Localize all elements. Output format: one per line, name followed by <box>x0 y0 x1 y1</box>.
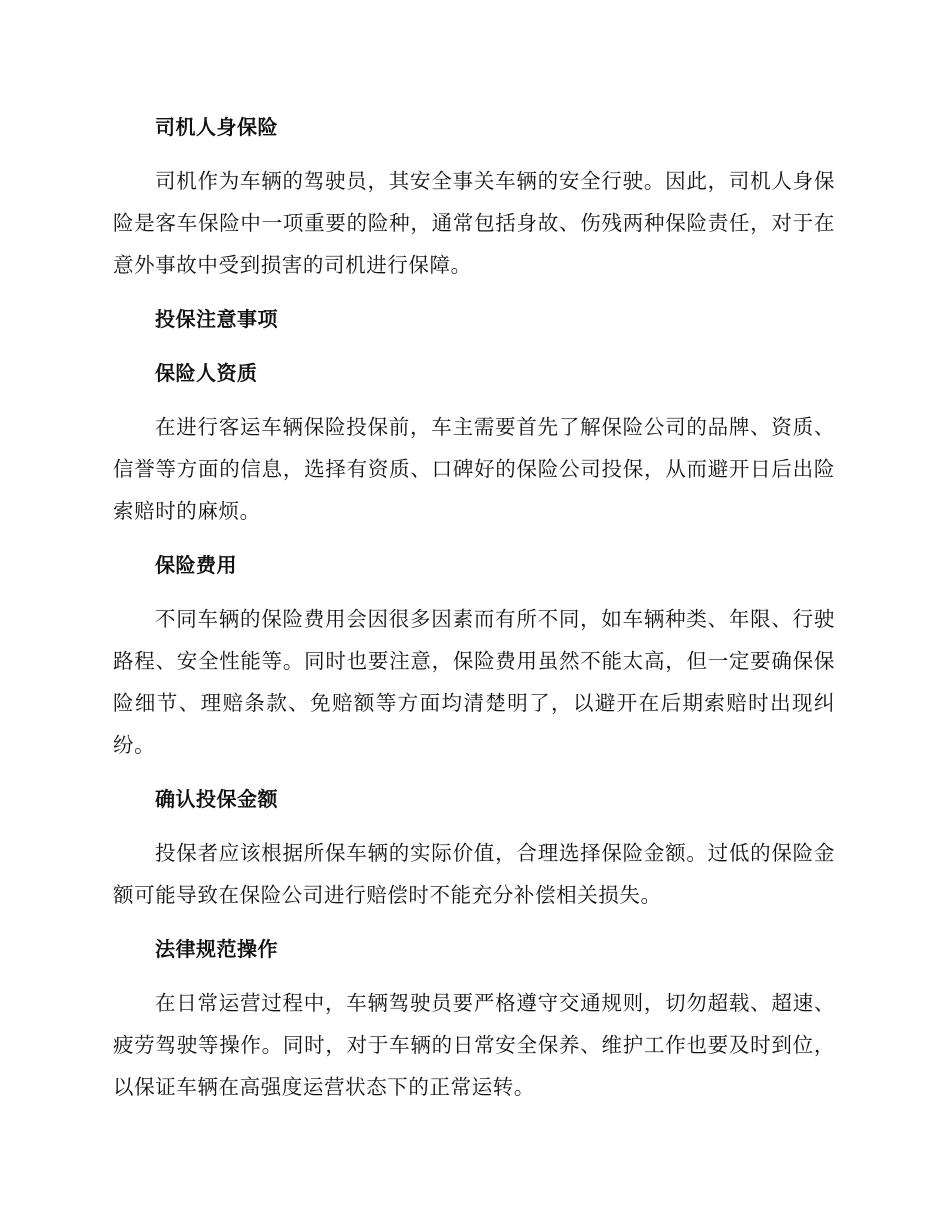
section-paragraph-premium: 不同车辆的保险费用会因很多因素而有所不同，如车辆种类、年限、行驶路程、安全性能等。同时也要注意，保险费用虽然不能太高，但一定要确保保险细节、理赔条款、免赔额等方面均清楚明了，以避开在后期索赔时出现纠纷。 <box>113 607 835 757</box>
section-heading-notes: 投保注意事项 <box>155 307 278 331</box>
section-heading-driver-insurance: 司机人身保险 <box>155 115 278 139</box>
section-paragraph-legal-operation: 在日常运营过程中，车辆驾驶员要严格遵守交通规则，切勿超载、超速、疲劳驾驶等操作。同时，对于车辆的日常安全保养、维护工作也要及时到位，以保证车辆在高强度运营状态下的正常运转。 <box>113 991 835 1099</box>
section-heading-premium: 保险费用 <box>155 553 237 577</box>
section-paragraph-insured-amount: 投保者应该根据所保车辆的实际价值，合理选择保险金额。过低的保险金额可能导致在保险公司进行赔偿时不能充分补偿相关损失。 <box>113 841 835 907</box>
section-heading-insured-amount: 确认投保金额 <box>155 787 278 811</box>
section-paragraph-driver-insurance: 司机作为车辆的驾驶员，其安全事关车辆的安全行驶。因此，司机人身保险是客车保险中一项重要的险种，通常包括身故、伤残两种保险责任，对于在意外事故中受到损害的司机进行保障。 <box>113 169 835 277</box>
section-heading-insurer-qualification: 保险人资质 <box>155 361 258 385</box>
section-paragraph-insurer-qualification: 在进行客运车辆保险投保前，车主需要首先了解保险公司的品牌、资质、信誉等方面的信息，选择有资质、口碑好的保险公司投保，从而避开日后出险索赔时的麻烦。 <box>113 415 835 523</box>
section-heading-legal-operation: 法律规范操作 <box>155 937 278 961</box>
document-page <box>113 106 835 1108</box>
